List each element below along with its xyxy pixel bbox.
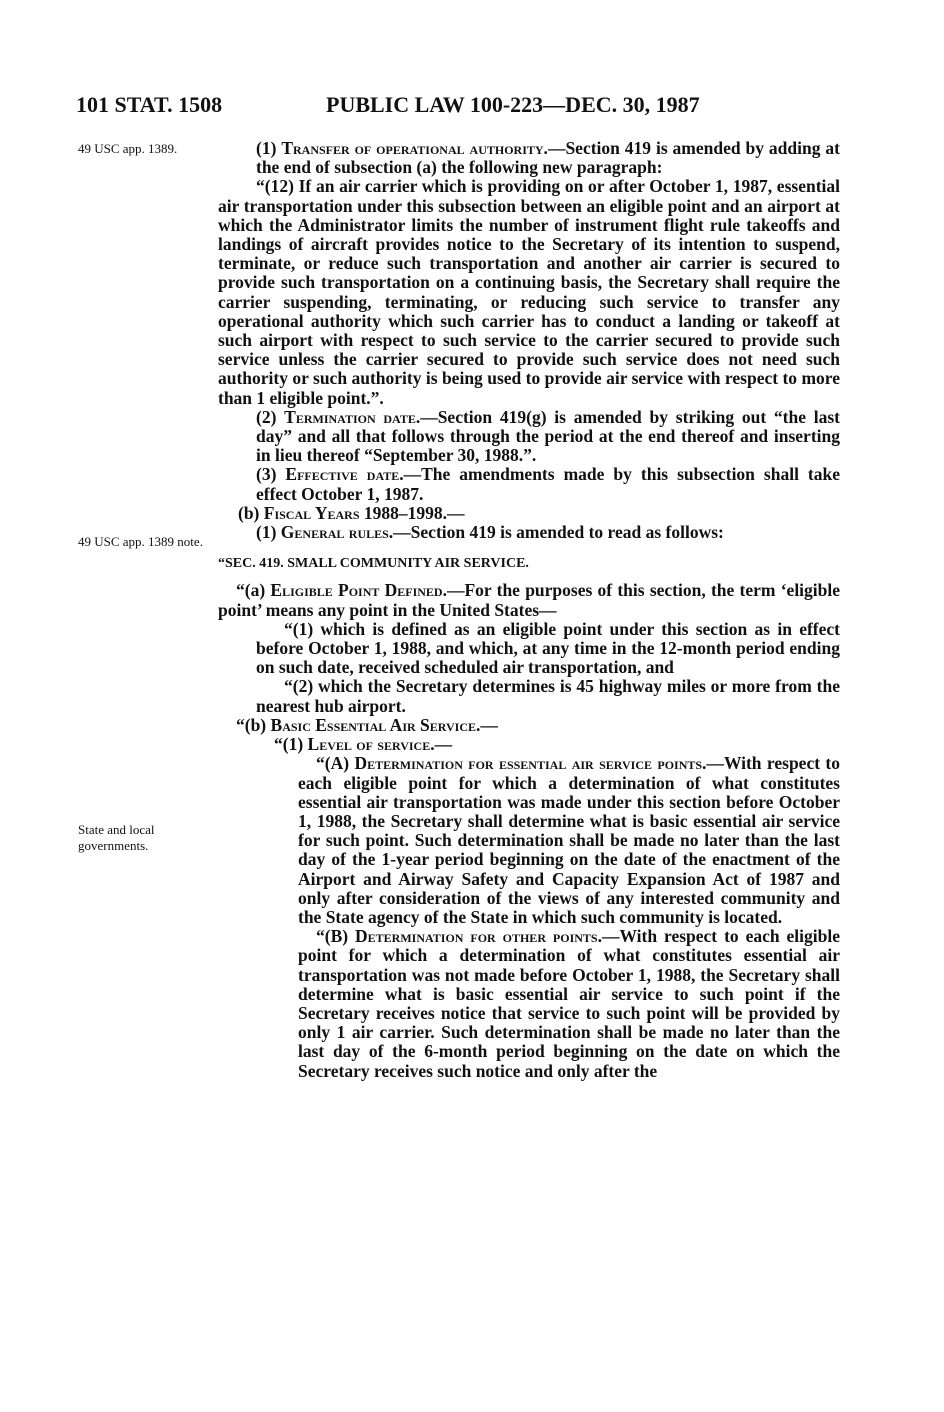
paragraph-label: “(A) [316,753,355,774]
paragraph-transfer-authority [218,139,840,177]
paragraph-heading: Transfer of operational authority. [281,138,548,158]
paragraph-heading: Effective date. [285,464,404,485]
paragraph-text: —Section 419 is amended by adding at the end of subsection (a) the following new paragraph: [256,138,840,178]
stat-citation: 101 STAT. 1508 [76,92,223,117]
margin-note-usc-1389-note: 49 USC app. 1389 note. [78,534,203,549]
paragraph-label: (1) [256,522,281,543]
paragraph-determination-other [218,927,840,1081]
paragraph-text: —Section 419(g) is amended by striking out “the last day” and all that follows through the period at the end thereof and inserting in lieu thereof “September 30, 1988.”. [256,406,841,466]
paragraph-basic-essential [218,716,840,735]
paragraph-heading: General rules. [280,522,394,543]
paragraph-text: —With respect to each eligible point for which a determination of what constitutes essential air transportation was made under this section before October 1, 1988, the Secretary shall determine what is basic essential air service for such point. Such determination shall be made no later than the last day of the 1-year period beginning on the date of the enactment of the Airport and Airway Safety and Capacity Expansion Act of 1987 and only after consideration of the views of any interested community and the State agency of the State in which such community is located. [298,753,841,927]
paragraph-determination-eas [218,754,840,927]
paragraph-label: (1) [256,138,282,158]
paragraph-termination-date [218,408,840,466]
paragraph-text: — [447,502,465,523]
paragraph-label: “(a) [236,580,271,601]
paragraph-label: “(b) [236,714,271,735]
paragraph-heading: Determination for other points. [355,926,602,947]
paragraph-new-12: “(12) If an air carrier which is providing on or after October 1, 1987, essential air transportation under this subsection between an eligible point and an airport at which the Administrator limits the number of instrument flight rule takeoffs and landings of aircraft provides notice to the Secretary of its intention to suspend, terminate, or reduce such transportation and another air carrier is secured to provide such transportation on a continuing basis, the Secretary shall require the carrier suspending, terminating, or reducing such service to transfer any operational authority which such carrier has to conduct a landing or takeoff at such airport with respect to such service to the carrier secured to provide such service unless the carrier secured to provide such service does not need such authority or such authority is being used to provide air service with respect to more than 1 eligible point.”. [218,176,840,408]
paragraph-heading: Eligible Point Defined. [270,580,447,601]
paragraph-heading: Basic Essential Air Service. [270,714,481,735]
paragraph-text: —For the purposes of this section, the term ‘eligible point’ means any point in the United States— [218,580,841,620]
section-heading: “SEC. 419. SMALL COMMUNITY AIR SERVICE. [218,556,529,572]
paragraph-text: — [434,734,453,755]
paragraph-fiscal-years [234,504,840,523]
paragraph-heading: Termination date. [284,406,421,427]
paragraph-effective-date [218,465,840,503]
paragraph-level-of-service [218,735,840,754]
paragraph-label: “(B) [316,926,356,947]
document-body [218,139,840,1081]
paragraph-text: — [480,714,498,735]
margin-note-state-local: State and local governments. [78,822,155,853]
paragraph-text: —With respect to each eligible point for which a determination of what constitutes essential air transportation was not made before October 1, 1988, the Secretary shall determine what is basic essential air service to such point if the Secretary receives notice that service to such point will be provided by only 1 air carrier. Such determination shall be made no later than the last day of the 6-month period beginning on the date on which the Secretary receives such notice and only after the [298,926,840,1081]
paragraph-heading: Level of service. [307,734,435,755]
paragraph-eligible-2: “(2) which the Secretary determines is 45 highway miles or more from the nearest hub airport. [256,676,840,716]
paragraph-label: (b) [238,502,264,523]
paragraph-text: —Section 419 is amended to read as follows: [393,522,724,543]
paragraph-heading: Fiscal Years 1988–1998. [263,502,448,523]
public-law-title: PUBLIC LAW 100-223—DEC. 30, 1987 [326,92,700,117]
paragraph-label: (2) [256,406,285,427]
paragraph-eligible-1: “(1) which is defined as an eligible point under this section as in effect before October 1, 1988, and which, at any time in the 12-month period ending on such date, received scheduled air transportation, and [256,618,840,678]
paragraph-label: (3) [256,464,286,485]
paragraph-general-rules [218,523,840,542]
paragraph-heading: Determination for essential air service points. [354,753,707,774]
paragraph-text: —The amendments made by this subsection shall take effect October 1, 1987. [256,464,841,504]
paragraph-label: “(1) [274,734,308,755]
paragraph-eligible-point [218,581,840,619]
margin-note-usc-1389: 49 USC app. 1389. [78,141,178,156]
